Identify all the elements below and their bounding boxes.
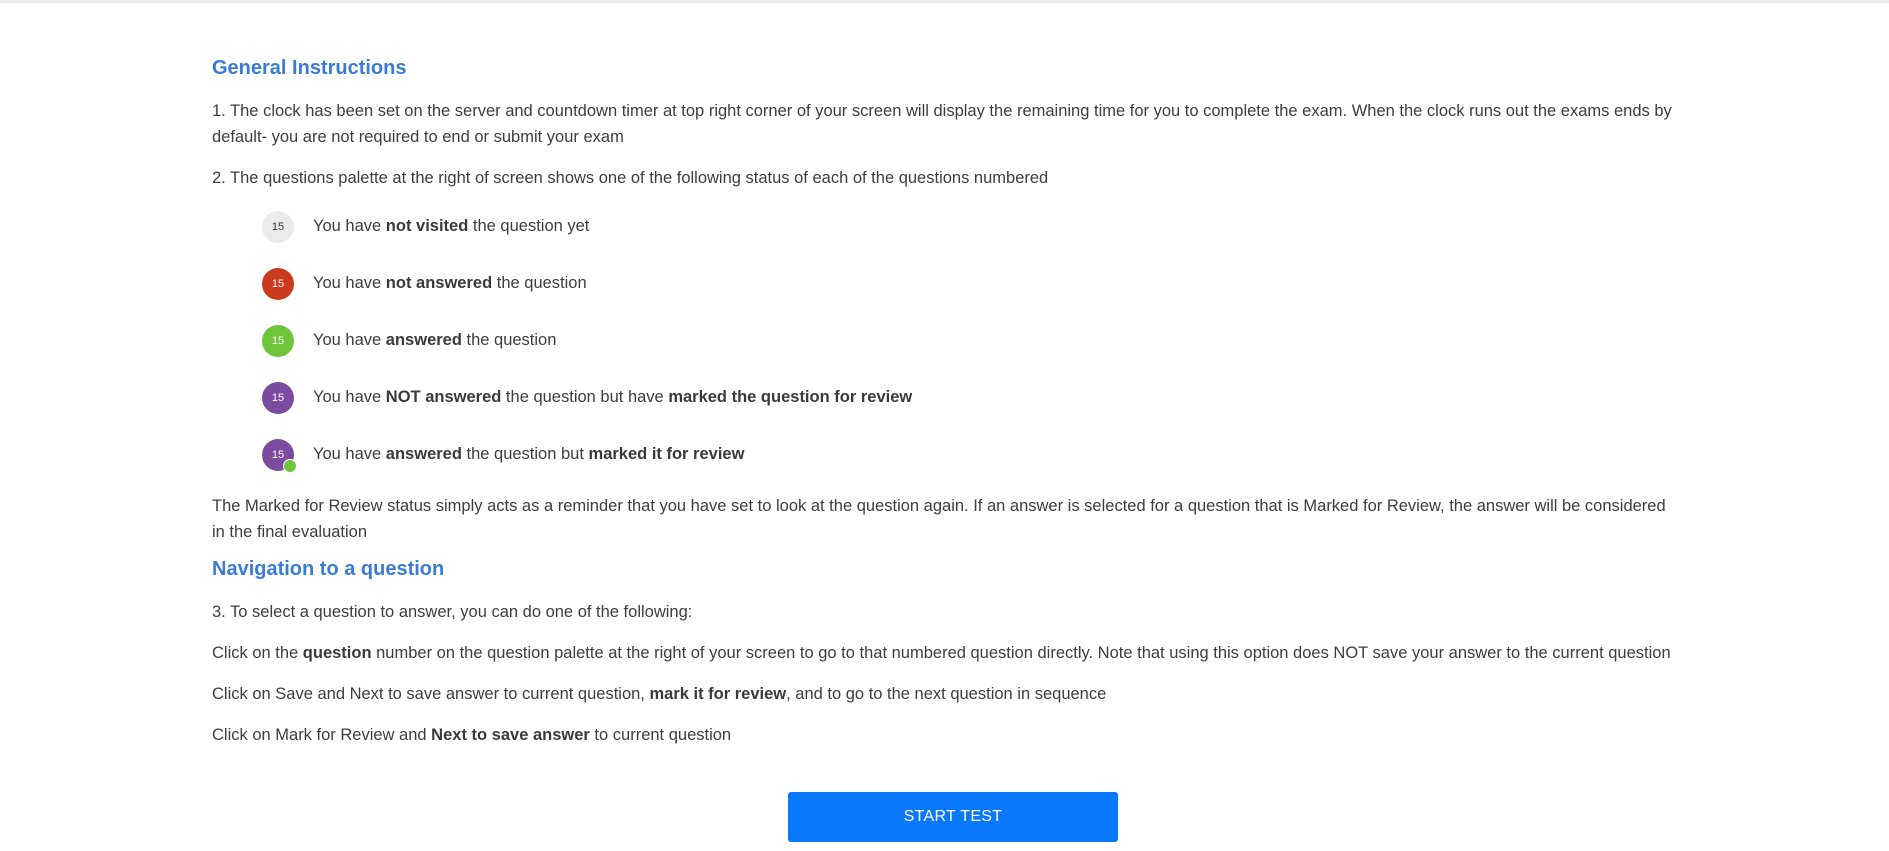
legend-text: You have not answered the question — [313, 274, 587, 292]
not-visited-badge-icon — [262, 211, 294, 243]
answered-marked-review-badge-icon — [262, 439, 294, 471]
navigation-heading: Navigation to a question — [212, 558, 445, 580]
legend-text: You have answered the question — [313, 331, 557, 349]
marked-review-badge-icon — [262, 382, 294, 414]
general-instructions-heading: General Instructions — [212, 57, 407, 79]
badge-number: 15 — [271, 391, 285, 404]
legend-item-answered-marked-review — [262, 426, 1672, 483]
badge-number: 15 — [271, 334, 285, 347]
legend-text: You have NOT answered the question but have marked the question for review — [313, 388, 913, 406]
start-test-button[interactable]: START TEST — [788, 792, 1118, 842]
navigation-option-save-next: Click on Save and Next to save answer to current question, mark it for review, and to go to the next question in sequence — [212, 685, 1107, 703]
legend-text: You have not visited the question yet — [313, 217, 590, 235]
instruction-palette: 2. The questions palette at the right of screen shows one of the following status of each of the questions numbered — [212, 169, 1049, 187]
badge-number: 15 — [271, 277, 285, 290]
top-border — [0, 0, 1889, 3]
answered-dot-icon — [283, 459, 297, 473]
navigation-option-palette: Click on the question number on the question palette at the right of your screen to go to that numbered question directly. Note that using this option does NOT save your answer to the current question — [212, 644, 1671, 662]
legend-item-answered — [262, 312, 1672, 369]
review-note: The Marked for Review status simply acts as a reminder that you have set to look at the question again. If an answer is selected for a question that is Marked for Review, the answer will be considered in the final evaluation — [212, 497, 1666, 541]
instruction-clock: 1. The clock has been set on the server and countdown timer at top right corner of your screen will display the remaining time for you to complete the exam. When the clock runs out the exams ends by default- you are not required to end or submit your exam — [212, 102, 1672, 146]
legend-text: You have answered the question but marked it for review — [313, 445, 745, 463]
legend-item-marked-review — [262, 369, 1672, 426]
answered-badge-icon — [262, 325, 294, 357]
instruction-select-question: 3. To select a question to answer, you can do one of the following: — [212, 603, 693, 621]
legend-item-not-visited — [262, 198, 1672, 255]
navigation-option-mark-review: Click on Mark for Review and Next to save answer to current question — [212, 726, 732, 744]
instructions-panel — [212, 52, 1672, 748]
badge-number: 15 — [271, 448, 285, 461]
status-legend — [212, 198, 1672, 483]
not-answered-badge-icon — [262, 268, 294, 300]
badge-number: 15 — [271, 220, 285, 233]
legend-item-not-answered — [262, 255, 1672, 312]
